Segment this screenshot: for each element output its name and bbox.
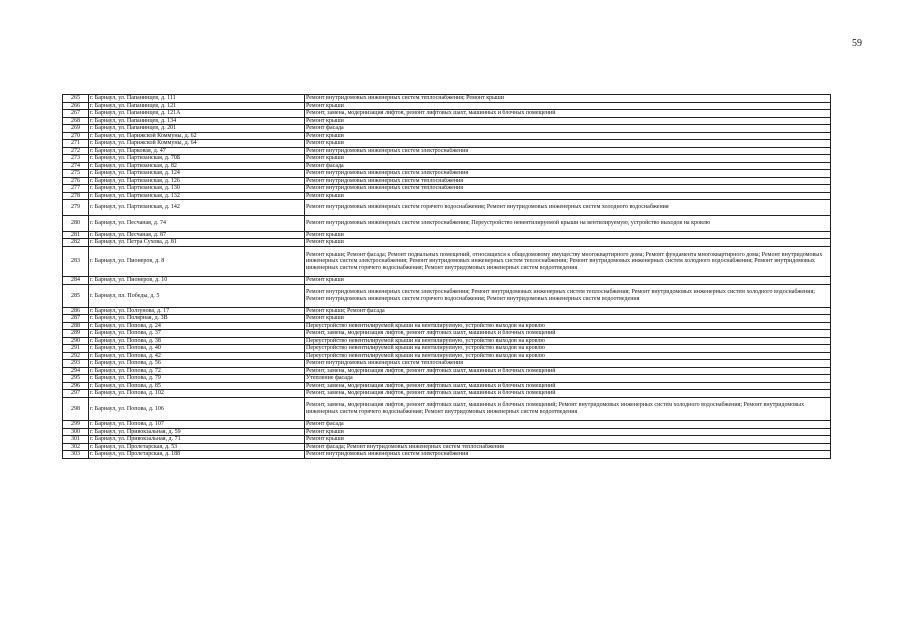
row-number: 298 xyxy=(63,397,89,420)
repair-work-types: Ремонт, замена, модернизация лифтов, ремонт лифтовых шахт, машинных и блочных помещений xyxy=(305,390,831,398)
table-row xyxy=(63,277,831,285)
row-number: 292 xyxy=(63,352,89,360)
table-row xyxy=(63,231,831,239)
repair-work-types: Ремонт крыши xyxy=(305,140,831,148)
building-address: г. Барнаул, ул. Партизанская, д. 142 xyxy=(89,200,305,216)
repair-work-types: Ремонт фасада; Ремонт внутридомовых инженерных систем теплоснабжения xyxy=(305,443,831,451)
building-address: г. Барнаул, ул. Папанинцев, д. 121 xyxy=(89,102,305,110)
row-number: 293 xyxy=(63,360,89,368)
row-number: 275 xyxy=(63,170,89,178)
building-address: г. Барнаул, ул. Парижской Коммуны, д. 62 xyxy=(89,132,305,140)
table-row xyxy=(63,125,831,133)
repair-work-types: Ремонт фасада xyxy=(305,125,831,133)
building-address: г. Барнаул, ул. Папанинцев, д. 121А xyxy=(89,110,305,118)
repair-work-types: Переустройство невентилируемой крыши на вентилируемую, устройство выходов на кровлю xyxy=(305,322,831,330)
table-row xyxy=(63,200,831,216)
row-number: 300 xyxy=(63,428,89,436)
row-number: 285 xyxy=(63,284,89,307)
repair-work-types: Ремонт, замена, модернизация лифтов, ремонт лифтовых шахт, машинных и блочных помещений xyxy=(305,367,831,375)
table-row xyxy=(63,352,831,360)
table-row xyxy=(63,185,831,193)
repair-work-types: Ремонт крыши xyxy=(305,192,831,200)
table-row xyxy=(63,177,831,185)
repair-work-types: Утепление фасада xyxy=(305,375,831,383)
building-address: г. Барнаул, ул. Попова, д. 79 xyxy=(89,375,305,383)
table-row xyxy=(63,132,831,140)
building-address: г. Барнаул, ул. Петра Сухова, д. 81 xyxy=(89,239,305,247)
repair-work-types: Переустройство невентилируемой крыши на вентилируемую, устройство выходов на кровлю xyxy=(305,337,831,345)
row-number: 303 xyxy=(63,451,89,459)
table-row xyxy=(63,102,831,110)
building-address: г. Барнаул, ул. Пионеров, д. 10 xyxy=(89,277,305,285)
row-number: 281 xyxy=(63,231,89,239)
building-address: г. Барнаул, ул. Партизанская, д. 126 xyxy=(89,177,305,185)
row-number: 297 xyxy=(63,390,89,398)
table-row xyxy=(63,345,831,353)
building-address: г. Барнаул, ул. Попова, д. 107 xyxy=(89,421,305,429)
row-number: 270 xyxy=(63,132,89,140)
building-address: г. Барнаул, ул. Попова, д. 72 xyxy=(89,367,305,375)
row-number: 272 xyxy=(63,147,89,155)
repair-work-types: Ремонт внутридомовых инженерных систем теплоснабжения; Ремонт крыши xyxy=(305,95,831,103)
row-number: 265 xyxy=(63,95,89,103)
repair-work-types: Переустройство невентилируемой крыши на вентилируемую, устройство выходов на кровлю xyxy=(305,345,831,353)
table-row xyxy=(63,147,831,155)
page-number: 59 xyxy=(852,38,862,49)
table-row xyxy=(63,246,831,277)
repair-work-types: Ремонт крыши xyxy=(305,102,831,110)
building-address: г. Барнаул, ул. Попова, д. 56 xyxy=(89,360,305,368)
building-address: г. Барнаул, ул. Ползунова, д. 17 xyxy=(89,307,305,315)
row-number: 283 xyxy=(63,246,89,277)
repair-work-types: Ремонт фасада xyxy=(305,421,831,429)
building-address: г. Барнаул, ул. Попова, д. 42 xyxy=(89,352,305,360)
repair-work-types: Ремонт внутридомовых инженерных систем теплоснабжения xyxy=(305,360,831,368)
row-number: 302 xyxy=(63,443,89,451)
repair-work-types: Ремонт крыши xyxy=(305,428,831,436)
table-row xyxy=(63,428,831,436)
row-number: 299 xyxy=(63,421,89,429)
repair-work-types: Ремонт внутридомовых инженерных систем электроснабжения xyxy=(305,170,831,178)
building-address: г. Барнаул, ул. Парижской Коммуны, д. 64 xyxy=(89,140,305,148)
table-body xyxy=(63,95,831,459)
building-address: г. Барнаул, ул. Пролетарская, д. 53 xyxy=(89,443,305,451)
repair-work-types: Ремонт, замена, модернизация лифтов, ремонт лифтовых шахт, машинных и блочных помещений xyxy=(305,382,831,390)
row-number: 295 xyxy=(63,375,89,383)
table-row xyxy=(63,110,831,118)
repair-work-types: Ремонт, замена, модернизация лифтов, ремонт лифтовых шахт, машинных и блочных помещений xyxy=(305,110,831,118)
table-row xyxy=(63,284,831,307)
table-row xyxy=(63,307,831,315)
repair-work-types: Ремонт крыши xyxy=(305,436,831,444)
row-number: 284 xyxy=(63,277,89,285)
building-address: г. Барнаул, ул. Папанинцев, д. 201 xyxy=(89,125,305,133)
building-address: г. Барнаул, ул. Песчаная, д. 74 xyxy=(89,215,305,231)
row-number: 276 xyxy=(63,177,89,185)
table-row xyxy=(63,367,831,375)
row-number: 282 xyxy=(63,239,89,247)
building-address: г. Барнаул, ул. Попова, д. 38 xyxy=(89,337,305,345)
table-row xyxy=(63,443,831,451)
building-address: г. Барнаул, ул. Привокзальная, д. 59 xyxy=(89,428,305,436)
building-address: г. Барнаул, ул. Папанинцев, д. 111 xyxy=(89,95,305,103)
row-number: 291 xyxy=(63,345,89,353)
row-number: 268 xyxy=(63,117,89,125)
repair-work-types: Ремонт крыши xyxy=(305,277,831,285)
building-address: г. Барнаул, ул. Попова, д. 40 xyxy=(89,345,305,353)
repair-work-types: Ремонт внутридомовых инженерных систем теплоснабжения xyxy=(305,185,831,193)
repair-work-types: Ремонт крыши; Ремонт фасада xyxy=(305,307,831,315)
repair-work-types: Ремонт крыши xyxy=(305,315,831,323)
table-row xyxy=(63,95,831,103)
table-row xyxy=(63,155,831,163)
row-number: 267 xyxy=(63,110,89,118)
building-address: г. Барнаул, ул. Попова, д. 102 xyxy=(89,390,305,398)
table-row xyxy=(63,330,831,338)
repair-work-types: Ремонт, замена, модернизация лифтов, ремонт лифтовых шахт, машинных и блочных помещений; Ремонт внутридомовых инженерных систем холодного водоснабжения; Ремонт внутридомовых инженерных систем горячего водоснабжения; Ремонт внутридомовых инженерных систем водоотведения xyxy=(305,397,831,420)
building-address: г. Барнаул, ул. Пролетарская, д. 188 xyxy=(89,451,305,459)
row-number: 273 xyxy=(63,155,89,163)
row-number: 266 xyxy=(63,102,89,110)
row-number: 288 xyxy=(63,322,89,330)
row-number: 271 xyxy=(63,140,89,148)
building-address: г. Барнаул, ул. Пионеров, д. 8 xyxy=(89,246,305,277)
row-number: 301 xyxy=(63,436,89,444)
repair-work-types: Ремонт крыши; Ремонт фасада; Ремонт подвальных помещений, относящихся к общедомовому имуществу многоквартирного дома; Ремонт фундамента многоквартирного дома; Ремонт внутридомовых инженерных систем электроснабжения; Ремонт внутридомовых инженерных систем теплоснабжения; Ремонт внутридомовых инженерных систем холодного водоснабжения; Ремонт внутридомовых инженерных систем горячего водоснабжения; Ремонт внутридомовых инженерных систем водоотведения xyxy=(305,246,831,277)
building-address: г. Барнаул, пл. Победы, д. 5 xyxy=(89,284,305,307)
repair-program-table xyxy=(62,94,831,459)
repair-work-types: Ремонт внутридомовых инженерных систем электроснабжения; Ремонт внутридомовых инженерных систем теплоснабжения; Ремонт внутридомовых инженерных систем холодного водоснабжения; Ремонт внутридомовых инженерных систем горячего водоснабжения; Ремонт внутридомовых инженерных систем водоотведения xyxy=(305,284,831,307)
table-row xyxy=(63,421,831,429)
table-row xyxy=(63,451,831,459)
repair-work-types: Ремонт внутридомовых инженерных систем электроснабжения xyxy=(305,147,831,155)
row-number: 274 xyxy=(63,162,89,170)
table-row xyxy=(63,117,831,125)
row-number: 269 xyxy=(63,125,89,133)
repair-work-types: Ремонт внутридомовых инженерных систем теплоснабжения xyxy=(305,177,831,185)
repair-work-types: Ремонт внутридомовых инженерных систем электроснабжения; Переустройство невентилируемой крыши на вентилируемую, устройство выходов на кровлю xyxy=(305,215,831,231)
row-number: 287 xyxy=(63,315,89,323)
building-address: г. Барнаул, ул. Привокзальная, д. 71 xyxy=(89,436,305,444)
table-row xyxy=(63,337,831,345)
building-address: г. Барнаул, ул. Попова, д. 85 xyxy=(89,382,305,390)
building-address: г. Барнаул, ул. Парковая, д. 47 xyxy=(89,147,305,155)
building-address: г. Барнаул, ул. Песчаная, д. 87 xyxy=(89,231,305,239)
row-number: 289 xyxy=(63,330,89,338)
building-address: г. Барнаул, ул. Попова, д. 24 xyxy=(89,322,305,330)
building-address: г. Барнаул, ул. Папанинцев, д. 134 xyxy=(89,117,305,125)
table-row xyxy=(63,397,831,420)
repair-work-types: Ремонт крыши xyxy=(305,231,831,239)
repair-work-types: Ремонт крыши xyxy=(305,132,831,140)
table-row xyxy=(63,382,831,390)
repair-work-types: Ремонт, замена, модернизация лифтов, ремонт лифтовых шахт, машинных и блочных помещений xyxy=(305,330,831,338)
table-row xyxy=(63,315,831,323)
table-row xyxy=(63,215,831,231)
building-address: г. Барнаул, ул. Партизанская, д. 124 xyxy=(89,170,305,178)
building-address: г. Барнаул, ул. Попова, д. 106 xyxy=(89,397,305,420)
repair-work-types: Ремонт крыши xyxy=(305,155,831,163)
row-number: 279 xyxy=(63,200,89,216)
table-row xyxy=(63,239,831,247)
building-address: г. Барнаул, ул. Полярная, д. 3В xyxy=(89,315,305,323)
table-row xyxy=(63,192,831,200)
row-number: 296 xyxy=(63,382,89,390)
repair-work-types: Ремонт крыши xyxy=(305,117,831,125)
table-row xyxy=(63,436,831,444)
table-row xyxy=(63,375,831,383)
repair-work-types: Ремонт внутридомовых инженерных систем горячего водоснабжения; Ремонт внутридомовых инженерных систем холодного водоснабжения xyxy=(305,200,831,216)
repair-work-types: Ремонт фасада xyxy=(305,162,831,170)
row-number: 286 xyxy=(63,307,89,315)
table-row xyxy=(63,390,831,398)
table-row xyxy=(63,162,831,170)
building-address: г. Барнаул, ул. Попова, д. 37 xyxy=(89,330,305,338)
repair-work-types: Переустройство невентилируемой крыши на вентилируемую, устройство выходов на кровлю xyxy=(305,352,831,360)
building-address: г. Барнаул, ул. Партизанская, д. 82 xyxy=(89,162,305,170)
table-row xyxy=(63,140,831,148)
table-row xyxy=(63,360,831,368)
building-address: г. Барнаул, ул. Партизанская, д. 130 xyxy=(89,185,305,193)
row-number: 290 xyxy=(63,337,89,345)
building-address: г. Барнаул, ул. Партизанская, д. 70Б xyxy=(89,155,305,163)
row-number: 280 xyxy=(63,215,89,231)
repair-work-types: Ремонт внутридомовых инженерных систем электроснабжения xyxy=(305,451,831,459)
building-address: г. Барнаул, ул. Партизанская, д. 132 xyxy=(89,192,305,200)
row-number: 294 xyxy=(63,367,89,375)
repair-work-types: Ремонт крыши xyxy=(305,239,831,247)
row-number: 278 xyxy=(63,192,89,200)
row-number: 277 xyxy=(63,185,89,193)
table-row xyxy=(63,322,831,330)
table-row xyxy=(63,170,831,178)
